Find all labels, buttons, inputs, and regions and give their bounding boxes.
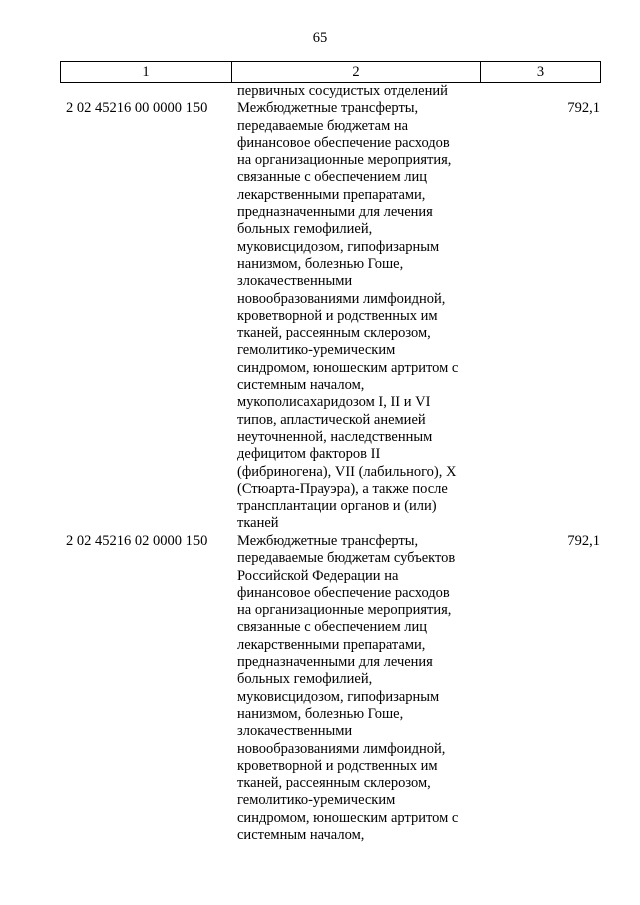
description-line: связанные с обеспечением лиц	[237, 619, 428, 636]
continuation-line: первичных сосудистых отделений	[237, 83, 448, 99]
description-line: (фибриногена), VII (лабильного), X	[237, 463, 457, 480]
header-col-1: 1	[61, 62, 232, 83]
row-code: 2 02 45216 02 0000 150	[66, 533, 208, 549]
row-value: 792,1	[567, 100, 600, 116]
description-line: системным началом,	[237, 377, 365, 394]
description-line: неуточненной, наследственным	[237, 428, 433, 445]
description-line: синдромом, юношеским артритом с	[237, 809, 459, 826]
continuation-text	[237, 83, 448, 100]
description-line: мукополисахаридозом I, II и VI	[237, 394, 431, 411]
description-line: гемолитико-уремическим	[237, 342, 396, 359]
description-line: лекарственными препаратами,	[237, 186, 426, 203]
row-code: 2 02 45216 00 0000 150	[66, 100, 208, 116]
description-line: передаваемые бюджетам на	[237, 117, 409, 134]
description-line: Межбюджетные трансферты,	[237, 100, 419, 117]
description-line: муковисцидозом, гипофизарным	[237, 238, 440, 255]
description-line: больных гемофилией,	[237, 671, 373, 688]
description-line: финансовое обеспечение расходов	[237, 134, 450, 151]
description-line: новообразованиями лимфоидной,	[237, 740, 446, 757]
description-line: связанные с обеспечением лиц	[237, 169, 428, 186]
description-line: нанизмом, болезнью Гоше,	[237, 255, 404, 272]
table-header	[60, 61, 601, 83]
row-description	[237, 533, 458, 844]
row-value: 792,1	[567, 533, 600, 549]
description-line: на организационные мероприятия,	[237, 152, 452, 169]
description-line: Межбюджетные трансферты,	[237, 533, 419, 549]
description-line: нанизмом, болезнью Гоше,	[237, 705, 404, 722]
description-line: лекарственными препаратами,	[237, 636, 426, 653]
description-line: Российской Федерации на	[237, 567, 399, 584]
description-line: предназначенными для лечения	[237, 654, 433, 671]
header-col-3: 3	[481, 62, 601, 83]
description-line: кроветворной и родственных им	[237, 307, 438, 324]
description-line: трансплантации органов и (или)	[237, 498, 437, 515]
description-line: на организационные мероприятия,	[237, 602, 452, 619]
description-line: кроветворной и родственных им	[237, 757, 438, 774]
description-line: тканей	[237, 515, 279, 532]
header-col-2: 2	[232, 62, 481, 83]
description-line: злокачественными	[237, 723, 353, 740]
description-line: синдромом, юношеским артритом с	[237, 359, 459, 376]
description-line: больных гемофилией,	[237, 221, 373, 238]
description-line: тканей, рассеянным склерозом,	[237, 325, 431, 342]
description-line: тканей, рассеянным склерозом,	[237, 775, 431, 792]
row-description	[237, 100, 458, 532]
description-line: новообразованиями лимфоидной,	[237, 290, 446, 307]
description-line: финансовое обеспечение расходов	[237, 584, 450, 601]
description-line: дефицитом факторов II	[237, 446, 381, 463]
description-line: (Стюарта-Прауэра), а также после	[237, 480, 448, 497]
description-line: предназначенными для лечения	[237, 204, 433, 221]
description-line: типов, апластической анемией	[237, 411, 426, 428]
description-line: передаваемые бюджетам субъектов	[237, 550, 456, 567]
description-line: гемолитико-уремическим	[237, 792, 396, 809]
description-line: муковисцидозом, гипофизарным	[237, 688, 440, 705]
page-number: 65	[312, 30, 328, 46]
description-line: злокачественными	[237, 273, 353, 290]
description-line: системным началом,	[237, 827, 365, 844]
